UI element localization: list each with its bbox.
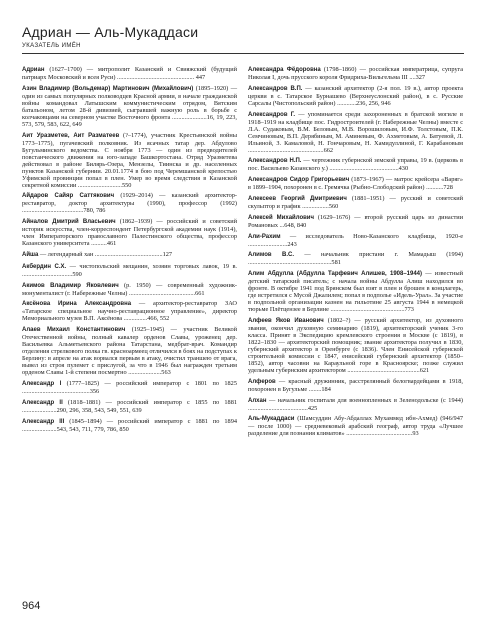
entry-text: (1862–1939) — российский и советский историк искусства, член-корреспондент Петербургской академии наук (1914), член Императорского православного Палестинского общества, профессор Казанского университета ..........461 (22, 218, 237, 248)
section-label: УКАЗАТЕЛЬ ИМЁН (22, 43, 81, 49)
index-entry (22, 251, 237, 259)
index-entry (22, 132, 237, 189)
entry-headword: Алаев Михаил Константинович (22, 327, 126, 334)
entry-headword: Аит Уразметев, Аит Разматеев (22, 132, 120, 139)
entry-headword: Александр I (22, 380, 62, 387)
entry-text: — легендарный хан ...........................................127 (38, 250, 173, 258)
index-entry (22, 380, 237, 395)
index-entry (248, 270, 463, 313)
entry-text: — казанский архитектор (2-я пол. 19 в.), автор проекта церкви в с. Татарское Бурнашево (Верхнеуслонский район), в с. Русские Сарсалы (Чистопольский район) ............236, 256, 946 (248, 84, 463, 107)
index-entry (22, 192, 237, 214)
entry-text: (1929–2014) — казанский архитектор-реставратор, доктор архитектуры (1990), профессор (1992) .......................................780, 786 (22, 192, 237, 215)
index-entry (248, 195, 463, 210)
index-entry (22, 418, 237, 433)
entry-headword: Аксёнова Ирина Александровна (22, 301, 132, 308)
entry-text: (1798–1860) — российская императрица, супруга Николая I, дочь прусского короля Фридриха-Вильгельма III ....327 (248, 66, 463, 81)
entry-text: — начальник госпиталя для военнопленных в Зеленодольске (с 1944) ......................................425 (248, 396, 463, 412)
entry-text: (?–1774), участник Крестьянской войны 1773–1775), пугачевский полковник. Из ясачных татар дер. Абдулово Бугульминского ведомства. С ноября 1773 — один из предводителей повстанческого движения на юго-западе Башкортостана. Отряд Уразметева действовал в районе Билярь-Озера, Мензелы, Тиинска и др. населенных пунктов Казанской губернии. 20.01.1774 в бою под Черемшанской крепостью Уфимской провинции попал в плен. Умер во время следствия в Казанской секретной комиссии ............................550 (22, 131, 237, 189)
entry-headword: Александр III (22, 418, 65, 425)
index-entry (248, 85, 463, 107)
entry-headword: Александр II (22, 399, 63, 406)
index-entry (248, 415, 463, 437)
entry-text: (1777–1825) — российский император с 1801 по 1825 ...........................................356 (22, 379, 237, 395)
index-entry (22, 66, 237, 81)
entry-text: — исследователь Ново-Казанского кладбища, 1920-е .........................243 (248, 232, 463, 248)
index-entry (248, 111, 463, 154)
index-entry (248, 251, 463, 266)
index-entry (248, 397, 463, 412)
entry-text: (р. 1950) — современный художник-монументалист (г. Набережные Челны) ..........................................661 (22, 281, 237, 297)
entry-text: (1845–1894) — российский император с 1881 по 1894 ......................543, 543, 711, 779, 786, 850 (22, 417, 237, 433)
entry-text: (Шамсуддин Абу-Абдаллах Мухаммед ибн-Ахмед) (946/947 — после 1000) — средневековый арабский географ, автор труда «Лучшее разделение для познания климатов» ..........................................93 (248, 415, 463, 438)
entry-headword: Алимов В.С. (248, 252, 295, 259)
entry-text: — архитектор-реставратор ЗАО «Татарское специальное научно-реставрационное управление», директор Мемориального музея В.П. Аксёнова ...............466, 552 (22, 300, 237, 323)
entry-text: (1802–?) — русский архитектор, из духовного звания, окончил духовную семинарию (1819), архитекторский ученик 3-го класса. Принят в Экспедицию кремлевского строения в Москве (с 1819), в 1822–1830 — архитекторский помощник; звание архитектора получил в 1830, губернский архитектор в Оренбурге (с 1836). Член Енисейской губернской строительной комиссии с 1847, енисейский губернский архитектор (1850–1852), автор часовни на Караульной горе в Красноярске; позже служил удельным губернским архитектором ..............................................621 (248, 316, 463, 374)
entry-text: (1818–1881) — российский император с 1855 по 1881 ......................290, 296, 358, 543, 549, 551, 639 (22, 398, 237, 414)
index-entry (22, 282, 237, 297)
right-column (248, 66, 463, 441)
entry-text: (1895–1920) — один из самых популярных полководцев Красной армии, в начале гражданской войны командовал Латышским коммунистическим отрядом, Вятским батальоном, летом 28-й дивизией, сыгравшей важную роль в борьбе с колчаковцами на северном участке Восточного фронта ......................16, 19, 223, 573, 579, 583, 622, 649 (22, 84, 237, 128)
index-entry (22, 300, 237, 322)
running-header (22, 24, 462, 50)
entry-headword: Акбердин С.Х. (22, 263, 67, 270)
entry-text: — чистопольский мещанин, хозяин торговых лавок, 19 в. ................................590 (22, 262, 237, 278)
index-entry (22, 326, 237, 376)
index-entry (22, 85, 237, 128)
entry-text: (1881–1951) — русский и советский скульптор и график .................560 (248, 194, 463, 210)
index-entry (22, 399, 237, 414)
entry-text: — чертежник губернской земской управы, 19 в. (церковь в пос. Васильево Казанского у.) ............................................430 (248, 157, 464, 173)
entry-headword: Алхан (248, 397, 267, 404)
entry-headword: Адриан (22, 67, 45, 73)
entry-headword: Александров Н.П. (248, 158, 302, 165)
left-column (22, 66, 237, 436)
entry-text: (1925–1945) — участник Великой Отечественной войны, полный кавалер орденов Славы, уроженец дер. Васильевка Альметьевского района Татарстана, медбрат-врач. Командир отделения стрелкового полка гв. красноармеец отличился в боях на подступах к Берлину: в апреле на атак ворвался первым в атаку, очистил траншею от врага, вывел из строя пулемет с прислугой, за что в 1946 был награжден третьим орденом Славы 1-й степени посмертно .....................563 (22, 326, 237, 377)
entry-headword: Алексеев Георгий Дмитриевич (248, 195, 347, 202)
index-entry (22, 218, 237, 247)
page-number: 964 (22, 600, 41, 612)
entry-headword: Али-Рахим (248, 233, 281, 240)
entry-text: (1629–1676) — второй русский царь из династии Романовых ...648, 840 (248, 213, 463, 229)
entry-headword: Азин Владимир (Вольдемар) Мартинович (Михайлович) (22, 85, 194, 92)
index-entry (248, 233, 463, 248)
entry-headword: Акимов Владимир Яковлевич (22, 282, 119, 289)
index-entry (22, 263, 237, 278)
entry-headword: Аль-Мукаддаси (248, 416, 295, 423)
entry-headword: Алексей Михайлович (248, 214, 314, 221)
entry-headword: Алим Абдулла (Абдулла Тарфевич Алишев, 1908–1944) (248, 271, 423, 278)
entry-text: — упоминается среди захороненных в братской могиле в 1918–1919 на кладбище пос. Гидростроителей (г. Набережные Челны) вместе с Л.А. Судаковым, В.М. Беловым, М.В. Ворошиловым, И.Ф. Толстовым, П.К. Семчиновым, В.П. Дерябиным, М. Аминевым, Ф. Ахметовым, А. Батуевой, Л. Ильиной, З. Камаловой, Н. Гончаровым, Н. Хамидуллиной, Г. Карабановым ................................................662 (248, 110, 463, 154)
page-title: Адриан — Аль-Мукаддаси (22, 24, 199, 40)
entry-headword: Айдаров Сайяр Саттякович (22, 193, 115, 200)
entry-text: — известный детский татарский писатель; с начала войны Абдулла Алиш находился во фронте. В октябре 1941 под Брянском был взят в плен и брошен в концлагерь, где встретился с Мусой Джалилем; попал в подполье «Идель-Урал». За участие в подпольной организации казнен на гильотине 25 августа 1944 в немецкой тюрьме Плётцензее в Берлине ...............................................773 (248, 270, 463, 314)
index-entry (248, 378, 463, 393)
index-entry (248, 176, 463, 191)
entry-headword: Айналов Дмитрий Власьевич (22, 219, 116, 226)
entry-text: — начальник пристани г. Мамадыш (1994) .....................................................581 (248, 251, 463, 267)
entry-headword: Александров Сидор Григорьевич (248, 177, 350, 184)
entry-headword: Александров В.П. (248, 85, 303, 92)
header-rule (22, 53, 464, 54)
entry-text: (1873–1967) — матрос крейсера «Варяг» в 1899–1904, похоронен в с. Гремячка (Рыбно-Слободский район) ...........728 (248, 176, 463, 192)
index-entry (248, 66, 463, 81)
entry-text: (1627–1700) — митрополит Казанский и Свияжский (будущий патриарх Московский и всея Руси) ................................................. 447 (22, 66, 237, 81)
entry-headword: Александра Фёдоровна (248, 67, 321, 73)
entry-headword: Александров Г. (248, 111, 296, 118)
index-entry (248, 157, 463, 172)
entry-headword: Алферов (248, 378, 276, 385)
entry-headword: Алфеев Яков Иванович (248, 317, 324, 324)
entry-text: — красный дружинник, расстрелянный белогвардейцами в 1918, похоронен в Бугульме ........184 (248, 377, 463, 393)
entry-headword: Айша (22, 251, 39, 258)
index-entry (248, 214, 463, 229)
index-entry (248, 317, 463, 374)
